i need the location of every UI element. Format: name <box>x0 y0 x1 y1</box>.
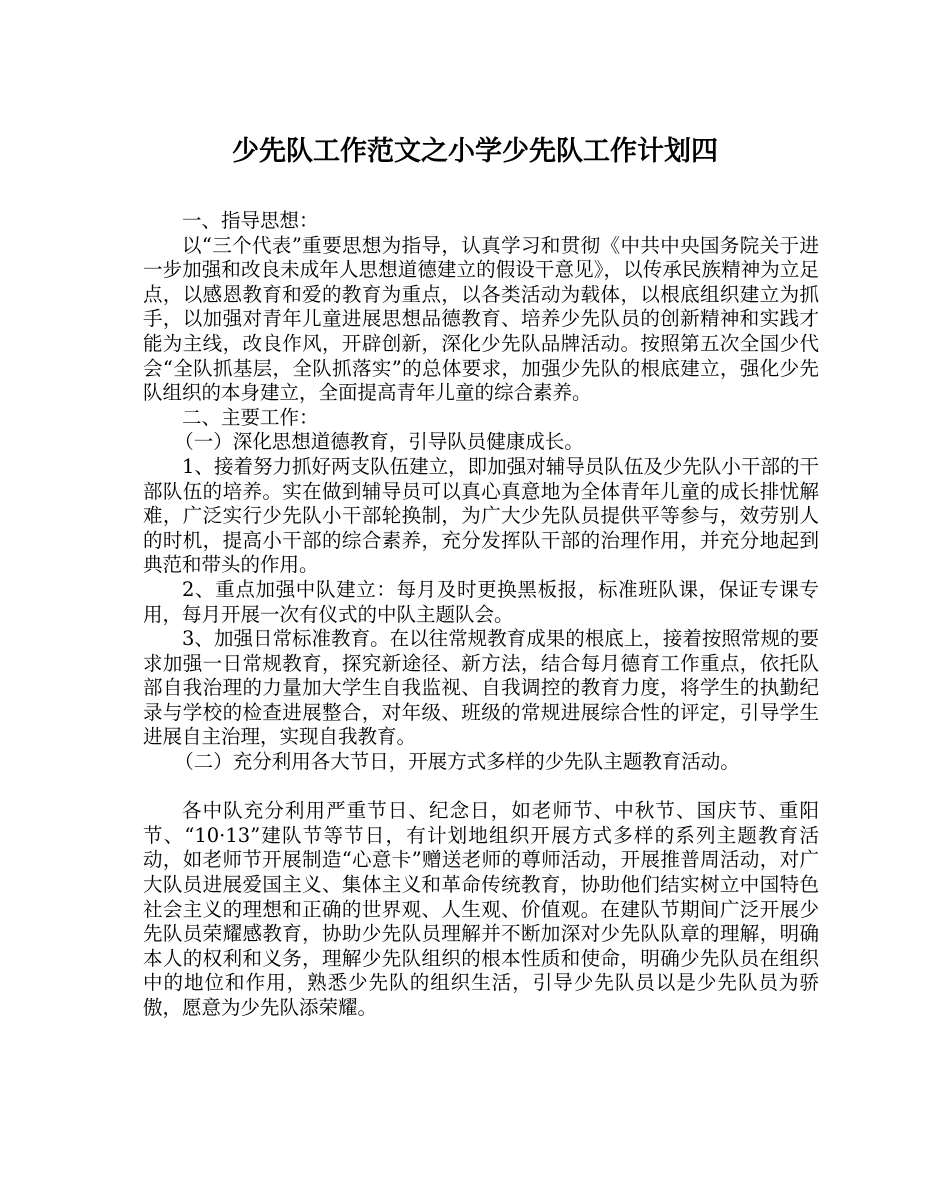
subheading-moral-education: （一）深化思想道德教育，引导队员健康成长。 <box>174 430 584 454</box>
paragraph-item-1: 1、接着努力抓好两支队伍建立，即加强对辅导员队伍及少先队小干部的干部队伍的培养。实在做到辅导员可以真心真意地为全体青年儿童的成长排忧解难，广泛实行少先队小干部轮换制，为广大少先队员提供平等参与，效劳别人的时机，提高小干部的综合素养，充分发挥队干部的治理作用，并充分地起到典范和带头的作用。 <box>143 454 819 577</box>
section-heading-main-work: 二、主要工作： <box>182 405 319 429</box>
paragraph-guiding-thought: 以“三个代表”重要思想为指导，认真学习和贯彻《中共中央国务院关于进一步加强和改良未成年人思想道德建立的假设干意见》，以传承民族精神为立足点，以感恩教育和爱的教育为重点，以各类活动为载体，以根底组织建立为抓手，以加强对青年儿童进展思想品德教育、培养少先队员的创新精神和实践才能为主线，改良作风，开辟创新，深化少先队品牌活动。按照第五次全国少代会“全队抓基层，全队抓落实”的总体要求，加强少先队的根底建立，强化少先队组织的本身建立，全面提高青年儿童的综合素养。 <box>143 233 819 405</box>
paragraph-item-3: 3、加强日常标准教育。在以往常规教育成果的根底上，接着按照常规的要求加强一日常规教育，探究新途径、新方法，结合每月德育工作重点，依托队部自我治理的力量加大学生自我监视、自我调控的教育力度，将学生的执勤纪录与学校的检查进展整合，对年级、班级的常规进展综合性的评定，引导学生进展自主治理，实现自我教育。 <box>143 627 819 749</box>
document-body <box>143 209 819 1021</box>
subheading-festival-activities: （二）充分利用各大节日，开展方式多样的少先队主题教育活动。 <box>174 750 740 774</box>
section-heading-guiding-thought: 一、指导思想： <box>182 209 319 232</box>
document-title: 少先队工作范文之小学少先队工作计划四 <box>232 136 718 167</box>
paragraph-item-2: 2、重点加强中队建立：每月及时更换黑板报，标准班队课，保证专课专用，每月开展一次有仪式的中队主题队会。 <box>143 577 819 626</box>
paragraph-festivals: 各中队充分利用严重节日、纪念日，如老师节、中秋节、国庆节、重阳节、“10·13”建队节等节日，有计划地组织开展方式多样的系列主题教育活动，如老师节开展制造“心意卡”赠送老师的尊师活动，开展推普周活动，对广大队员进展爱国主义、集体主义和革命传统教育，协助他们结实树立中国特色社会主义的理想和正确的世界观、人生观、价值观。在建队节期间广泛开展少先队员荣耀感教育，协助少先队员理解并不断加深对少先队队章的理解，明确本人的权利和义务，理解少先队组织的根本性质和使命，明确少先队员在组织中的地位和作用，熟悉少先队的组织生活，引导少先队员以是少先队员为骄傲，愿意为少先队添荣耀。 <box>143 799 819 1019</box>
